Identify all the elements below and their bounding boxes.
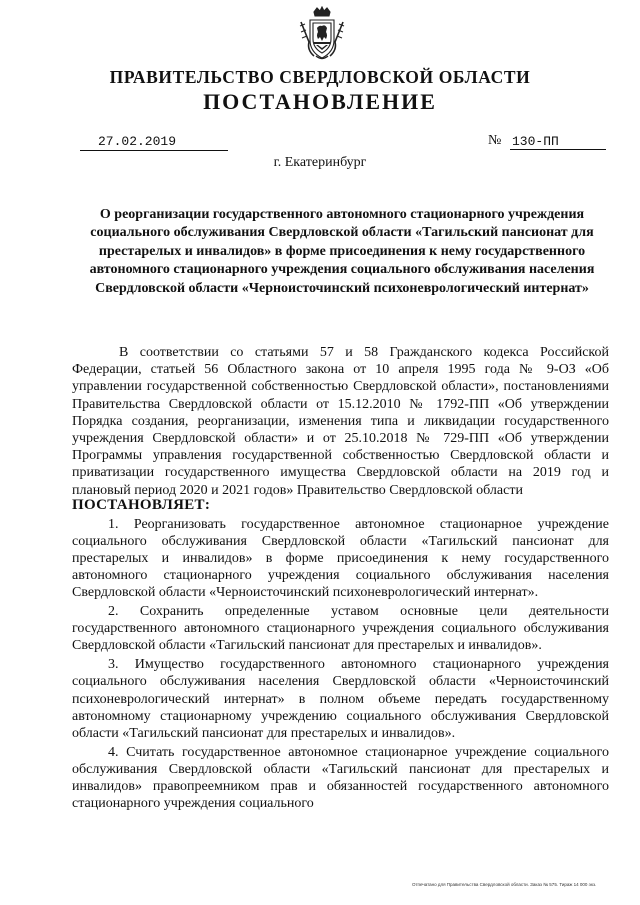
number-sign: №	[488, 133, 502, 148]
decree-number-block	[488, 133, 616, 151]
decree-number: 130-ПП	[510, 134, 606, 150]
decree-item: 1. Реорганизовать государственное автономное стационарное учреждение социального обслуживания Свердловской области «Тагильский пансионат для престарелых и инвалидов» в форме присоединения к нему государственного автономного стационарного учреждения социального обслуживания населения Свердловской области «Черноисточинский психоневрологический интернат».	[72, 516, 609, 601]
preamble: В соответствии со статьями 57 и 58 Гражданского кодекса Российской Федерации, статьей 56 Областного закона от 10 апреля 1995 года № 9-ОЗ «Об управлении государственной собственностью Свердловской области», постановлениями Правительства Свердловской области от 15.12.2010 № 1792-ПП «Об утверждении Порядка создания, реорганизации, изменения типа и ликвидации государственного учреждения Свердловской области» и от 25.10.2018 № 729-ПП «Об утверждении Программы управления государственной собственностью Свердловской области и приватизации государственного имущества Свердловской области на 2019 год и плановый период 2020 и 2021 годов» Правительство Свердловской области	[72, 345, 609, 498]
document-type: ПОСТАНОВЛЕНИЕ	[203, 89, 437, 114]
government-name: ПРАВИТЕЛЬСТВО СВЕРДЛОВСКОЙ ОБЛАСТИ	[109, 67, 531, 87]
decree-item: 4. Считать государственное автономное стационарное учреждение социального обслуживания Свердловской области «Тагильский пансионат для престарелых и инвалидов» правопреемником прав и обязанностей государственного автономного стационарного учреждения социального	[72, 744, 609, 812]
decree-item: 3. Имущество государственного автономного стационарного учреждения социального обслуживания населения Свердловской области «Черноисточинский психоневрологический интернат» в полном объеме передать государственному автономному стационарному учреждению социального обслуживания Свердловской области «Тагильский пансионат для престарелых и инвалидов».	[72, 657, 609, 741]
coat-of-arms-icon	[298, 6, 346, 62]
decree-body	[72, 344, 609, 812]
city: г. Екатеринбург	[273, 155, 367, 170]
decree-date: 27.02.2019	[80, 134, 228, 151]
print-footer: Отпечатано для Правительства Свердловской области. Заказ № 575. Тираж 14 000 экз.	[412, 882, 597, 887]
decree-item: 2. Сохранить определенные уставом основные цели деятельности государственного автономного стационарного учреждения социального обслуживания Свердловской области «Тагильский пансионат для престарелых и инвалидов».	[72, 604, 609, 654]
resolves-heading: ПОСТАНОВЛЯЕТ:	[72, 496, 211, 513]
decree-title: О реорганизации государственного автономного стационарного учреждения социального обслуживания Свердловской области «Тагильский пансионат для престарелых и инвалидов» в форме присоединения к нему государственного автономного стационарного учреждения социального обслуживания населения Свердловской области «Черноисточинский психоневрологический интернат»	[89, 207, 595, 296]
